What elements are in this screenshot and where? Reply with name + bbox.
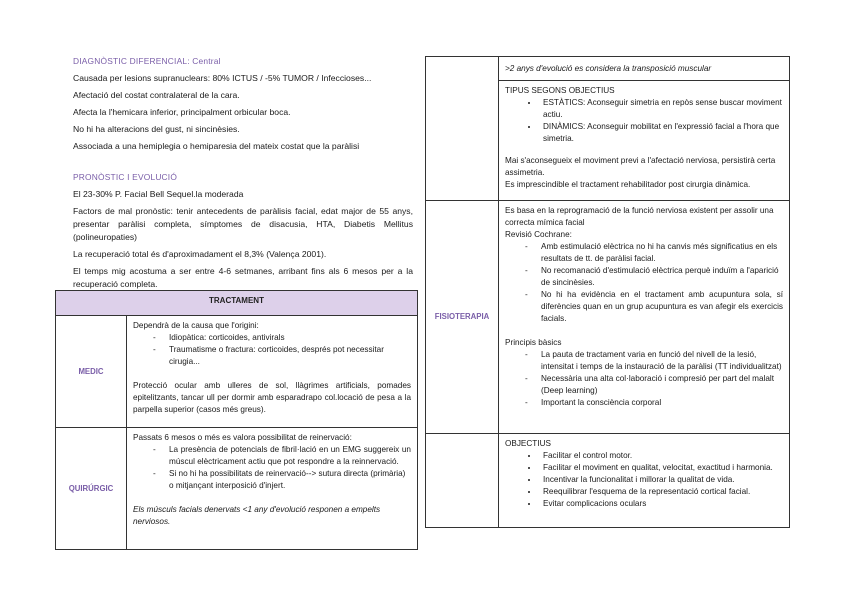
prognostic-line: El 23-30% P. Facial Bell Sequel.la moderada bbox=[73, 189, 244, 199]
list-item: • ESTÀTICS: Aconseguir simetria en repòs sense buscar moviment actiu. bbox=[539, 97, 783, 121]
list-item: • Reequilibrar l'esquema de la representació cortical facial. bbox=[539, 486, 783, 498]
list-item: • DINÀMICS: Aconseguir mobilitat en l'expressió facial a l'hora que simetria. bbox=[539, 121, 783, 145]
tipus-list bbox=[505, 97, 783, 145]
list-item: - Traumatisme o fractura: corticoides, després pot necessitar cirugia... bbox=[153, 344, 411, 368]
objectius-title: OBJECTIUS bbox=[505, 439, 551, 448]
list-item: - La pauta de tractament varia en funció del nivell de la lesió, intensitat i temps de la instauració de la paràlisi (TT individualitzat) bbox=[525, 349, 783, 373]
medic-intro: Dependrà de la causa que l'origini: bbox=[133, 321, 259, 330]
list-item: - Necessària una alta col·laboració i compresió per part del malalt (Deep learning) bbox=[525, 373, 783, 397]
fisioterapia-label: FISIOTERAPIA bbox=[426, 201, 499, 434]
fisio-top-note: >2 anys d'evolució es considera la transposició muscular bbox=[499, 57, 790, 81]
cochrane-list bbox=[505, 241, 783, 325]
list-item: • Evitar complicacions oculars bbox=[539, 498, 783, 510]
quirurgic-intro: Passats 6 mesos o més es valora possibilitat de reinervació: bbox=[133, 433, 352, 442]
tipus-title: TIPUS SEGONS OBJECTIUS bbox=[505, 86, 615, 95]
list-item: - La presència de potencials de fibril·lació en un EMG suggereix un múscul elèctricament actiu que pot respondre a la reinnervació. bbox=[153, 444, 411, 468]
list-item: - Si no hi ha possibilitats de reinervació--> sutura directa (primària) o mitjançant interposició d'injert. bbox=[153, 468, 411, 492]
diagnostic-line: No hi ha alteracions del gust, ni sincinèsies. bbox=[73, 124, 240, 134]
objectius-cell bbox=[499, 434, 790, 528]
medic-cell bbox=[127, 316, 418, 428]
list-item: - Important la consciència corporal bbox=[525, 397, 783, 409]
prognostic-line: La recuperació total és d'aproximadament el 8,3% (Valença 2001). bbox=[73, 249, 327, 259]
diagnostic-line: Causada per lesions supranuclears: 80% ICTUS / -5% TUMOR / Infeccioses... bbox=[73, 73, 372, 83]
list-item: • Facilitar el moviment en qualitat, velocitat, exactitud i harmonia. bbox=[539, 462, 783, 474]
list-item: - Amb estimulació elèctrica no hi ha canvis més significatius en els resultats de tt. de paràlisi facial. bbox=[525, 241, 783, 265]
list-item: - No hi ha evidència en el tractament amb acupuntura sola, sí diferències quan en un grup acupuntura es van afegir els exercicis facials. bbox=[525, 289, 783, 325]
tractament-header: TRACTAMENT bbox=[56, 291, 418, 316]
diagnostic-title: DIAGNÒSTIC DIFERENCIAL: Central bbox=[73, 56, 221, 66]
tipus-paragraph: Mai s'aconsegueix el moviment previ a l'afectació nerviosa, persistirà certa assimetria. bbox=[505, 156, 776, 177]
quirurgic-list bbox=[133, 444, 411, 492]
prognostic-line: El temps mig acostuma a ser entre 4-6 setmanes, arribant fins als 6 mesos per a la recuperació completa. bbox=[73, 266, 413, 289]
medic-label: MEDIC bbox=[56, 316, 127, 428]
blank-cell bbox=[426, 81, 499, 201]
principis-list bbox=[505, 349, 783, 409]
quirurgic-cell bbox=[127, 428, 418, 550]
list-item: - Idiopàtica: corticoides, antivirals bbox=[153, 332, 411, 344]
blank-cell bbox=[426, 434, 499, 528]
quirurgic-label: QUIRÚRGIC bbox=[56, 428, 127, 550]
quirurgic-note: Els músculs facials denervats <1 any d'evolució responen a empelts nerviosos. bbox=[133, 505, 381, 526]
base-intro: Es basa en la reprogramació de la funció nerviosa existent per assolir una correcta mímica facial bbox=[505, 206, 774, 227]
diagnostic-line: Afectació del costat contralateral de la cara. bbox=[73, 90, 240, 100]
list-item: • Incentivar la funcionalitat i millorar la qualitat de vida. bbox=[539, 474, 783, 486]
medic-paragraph: Protecció ocular amb ulleres de sol, llàgrimes artificials, pomades epitelitzants, tancar ull per dormir amb esparadrapo col.locació de pesa a la parpella superior (casos més greus). bbox=[133, 381, 411, 414]
cochrane-title: Revisió Cochrane: bbox=[505, 230, 572, 239]
tractament-table bbox=[55, 290, 418, 550]
prognostic-title: PRONÒSTIC I EVOLUCIÓ bbox=[73, 172, 178, 182]
diagnostic-line: Associada a una hemiplegia o hemiparesia del mateix costat que la paràlisi bbox=[73, 141, 360, 151]
tipus-paragraph: Es imprescindible el tractament rehabilitador post cirurgia dinàmica. bbox=[505, 180, 751, 189]
prognostic-line: Factors de mal pronòstic: tenir antecedents de paràlisis facial, edat major de 55 anys, presentar paràlisi completa, símptomes de disacusia, HTA, Diabetis Mellitus (polineuropaties) bbox=[73, 206, 413, 242]
principis-title: Principis bàsics bbox=[505, 338, 562, 347]
diagnostic-line: Afecta la l'hemicara inferior, principalment orbicular boca. bbox=[73, 107, 291, 117]
objectius-list bbox=[505, 450, 783, 510]
list-item: • Facilitar el control motor. bbox=[539, 450, 783, 462]
list-item: - No recomanació d'estimulació elèctrica perquè induïm a l'aparició de sincinèsies. bbox=[525, 265, 783, 289]
base-cell bbox=[499, 201, 790, 434]
tipus-cell bbox=[499, 81, 790, 201]
blank-cell bbox=[426, 57, 499, 81]
medic-list bbox=[133, 332, 411, 368]
left-column bbox=[73, 55, 413, 295]
fisioterapia-table bbox=[425, 56, 790, 528]
